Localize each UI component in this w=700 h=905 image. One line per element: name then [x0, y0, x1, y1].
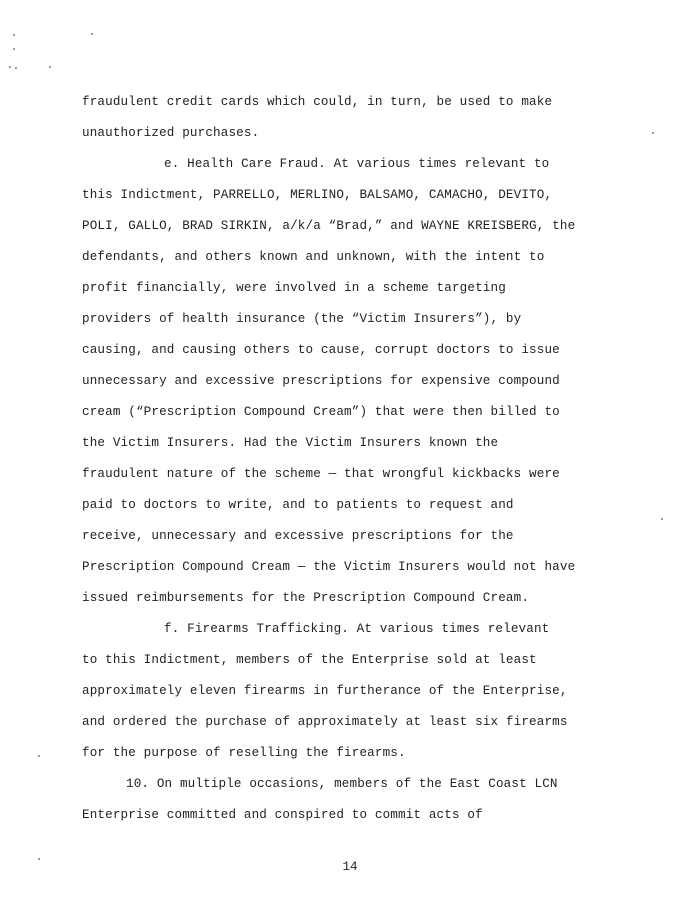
scan-speck [15, 67, 17, 69]
text-line: causing, and causing others to cause, corrupt doctors to issue [82, 343, 560, 357]
text-line: defendants, and others known and unknown, with the intent to [82, 250, 545, 264]
scan-speck [9, 66, 11, 68]
scan-speck [661, 518, 663, 520]
text-line: cream (“Prescription Compound Cream”) that were then billed to [82, 405, 560, 419]
text-line: approximately eleven firearms in furtherance of the Enterprise, [82, 684, 568, 698]
text-line: receive, unnecessary and excessive prescriptions for the [82, 529, 514, 543]
page-number: 14 [342, 860, 358, 874]
paragraph-10-start: 10. On multiple occasions, members of the East Coast LCN [126, 777, 558, 791]
scan-speck [13, 48, 15, 50]
text-line: to this Indictment, members of the Enterprise sold at least [82, 653, 537, 667]
scan-speck [13, 34, 15, 36]
text-line: Enterprise committed and conspired to commit acts of [82, 808, 483, 822]
section-heading-health-care-fraud: e. Health Care Fraud. At various times relevant to [164, 157, 550, 171]
scan-speck [91, 33, 93, 35]
scan-speck [38, 755, 40, 757]
scan-speck [49, 66, 51, 68]
text-line: fraudulent credit cards which could, in turn, be used to make [82, 95, 553, 109]
text-line: fraudulent nature of the scheme — that wrongful kickbacks were [82, 467, 560, 481]
text-line: issued reimbursements for the Prescription Compound Cream. [82, 591, 530, 605]
section-heading-firearms-trafficking: f. Firearms Trafficking. At various times relevant [164, 622, 550, 636]
text-line: unnecessary and excessive prescriptions for expensive compound [82, 374, 560, 388]
document-body [82, 92, 622, 836]
text-line: Prescription Compound Cream — the Victim Insurers would not have [82, 560, 576, 574]
scan-speck [652, 132, 654, 134]
text-line: the Victim Insurers. Had the Victim Insurers known the [82, 436, 499, 450]
text-line: this Indictment, PARRELLO, MERLINO, BALSAMO, CAMACHO, DEVITO, [82, 188, 553, 202]
text-line: unauthorized purchases. [82, 126, 260, 140]
text-line: providers of health insurance (the “Victim Insurers”), by [82, 312, 522, 326]
text-line: POLI, GALLO, BRAD SIRKIN, a/k/a “Brad,” and WAYNE KREISBERG, the [82, 219, 576, 233]
text-line: for the purpose of reselling the firearms. [82, 746, 406, 760]
text-line: paid to doctors to write, and to patients to request and [82, 498, 514, 512]
text-line: profit financially, were involved in a scheme targeting [82, 281, 506, 295]
text-line: and ordered the purchase of approximately at least six firearms [82, 715, 568, 729]
